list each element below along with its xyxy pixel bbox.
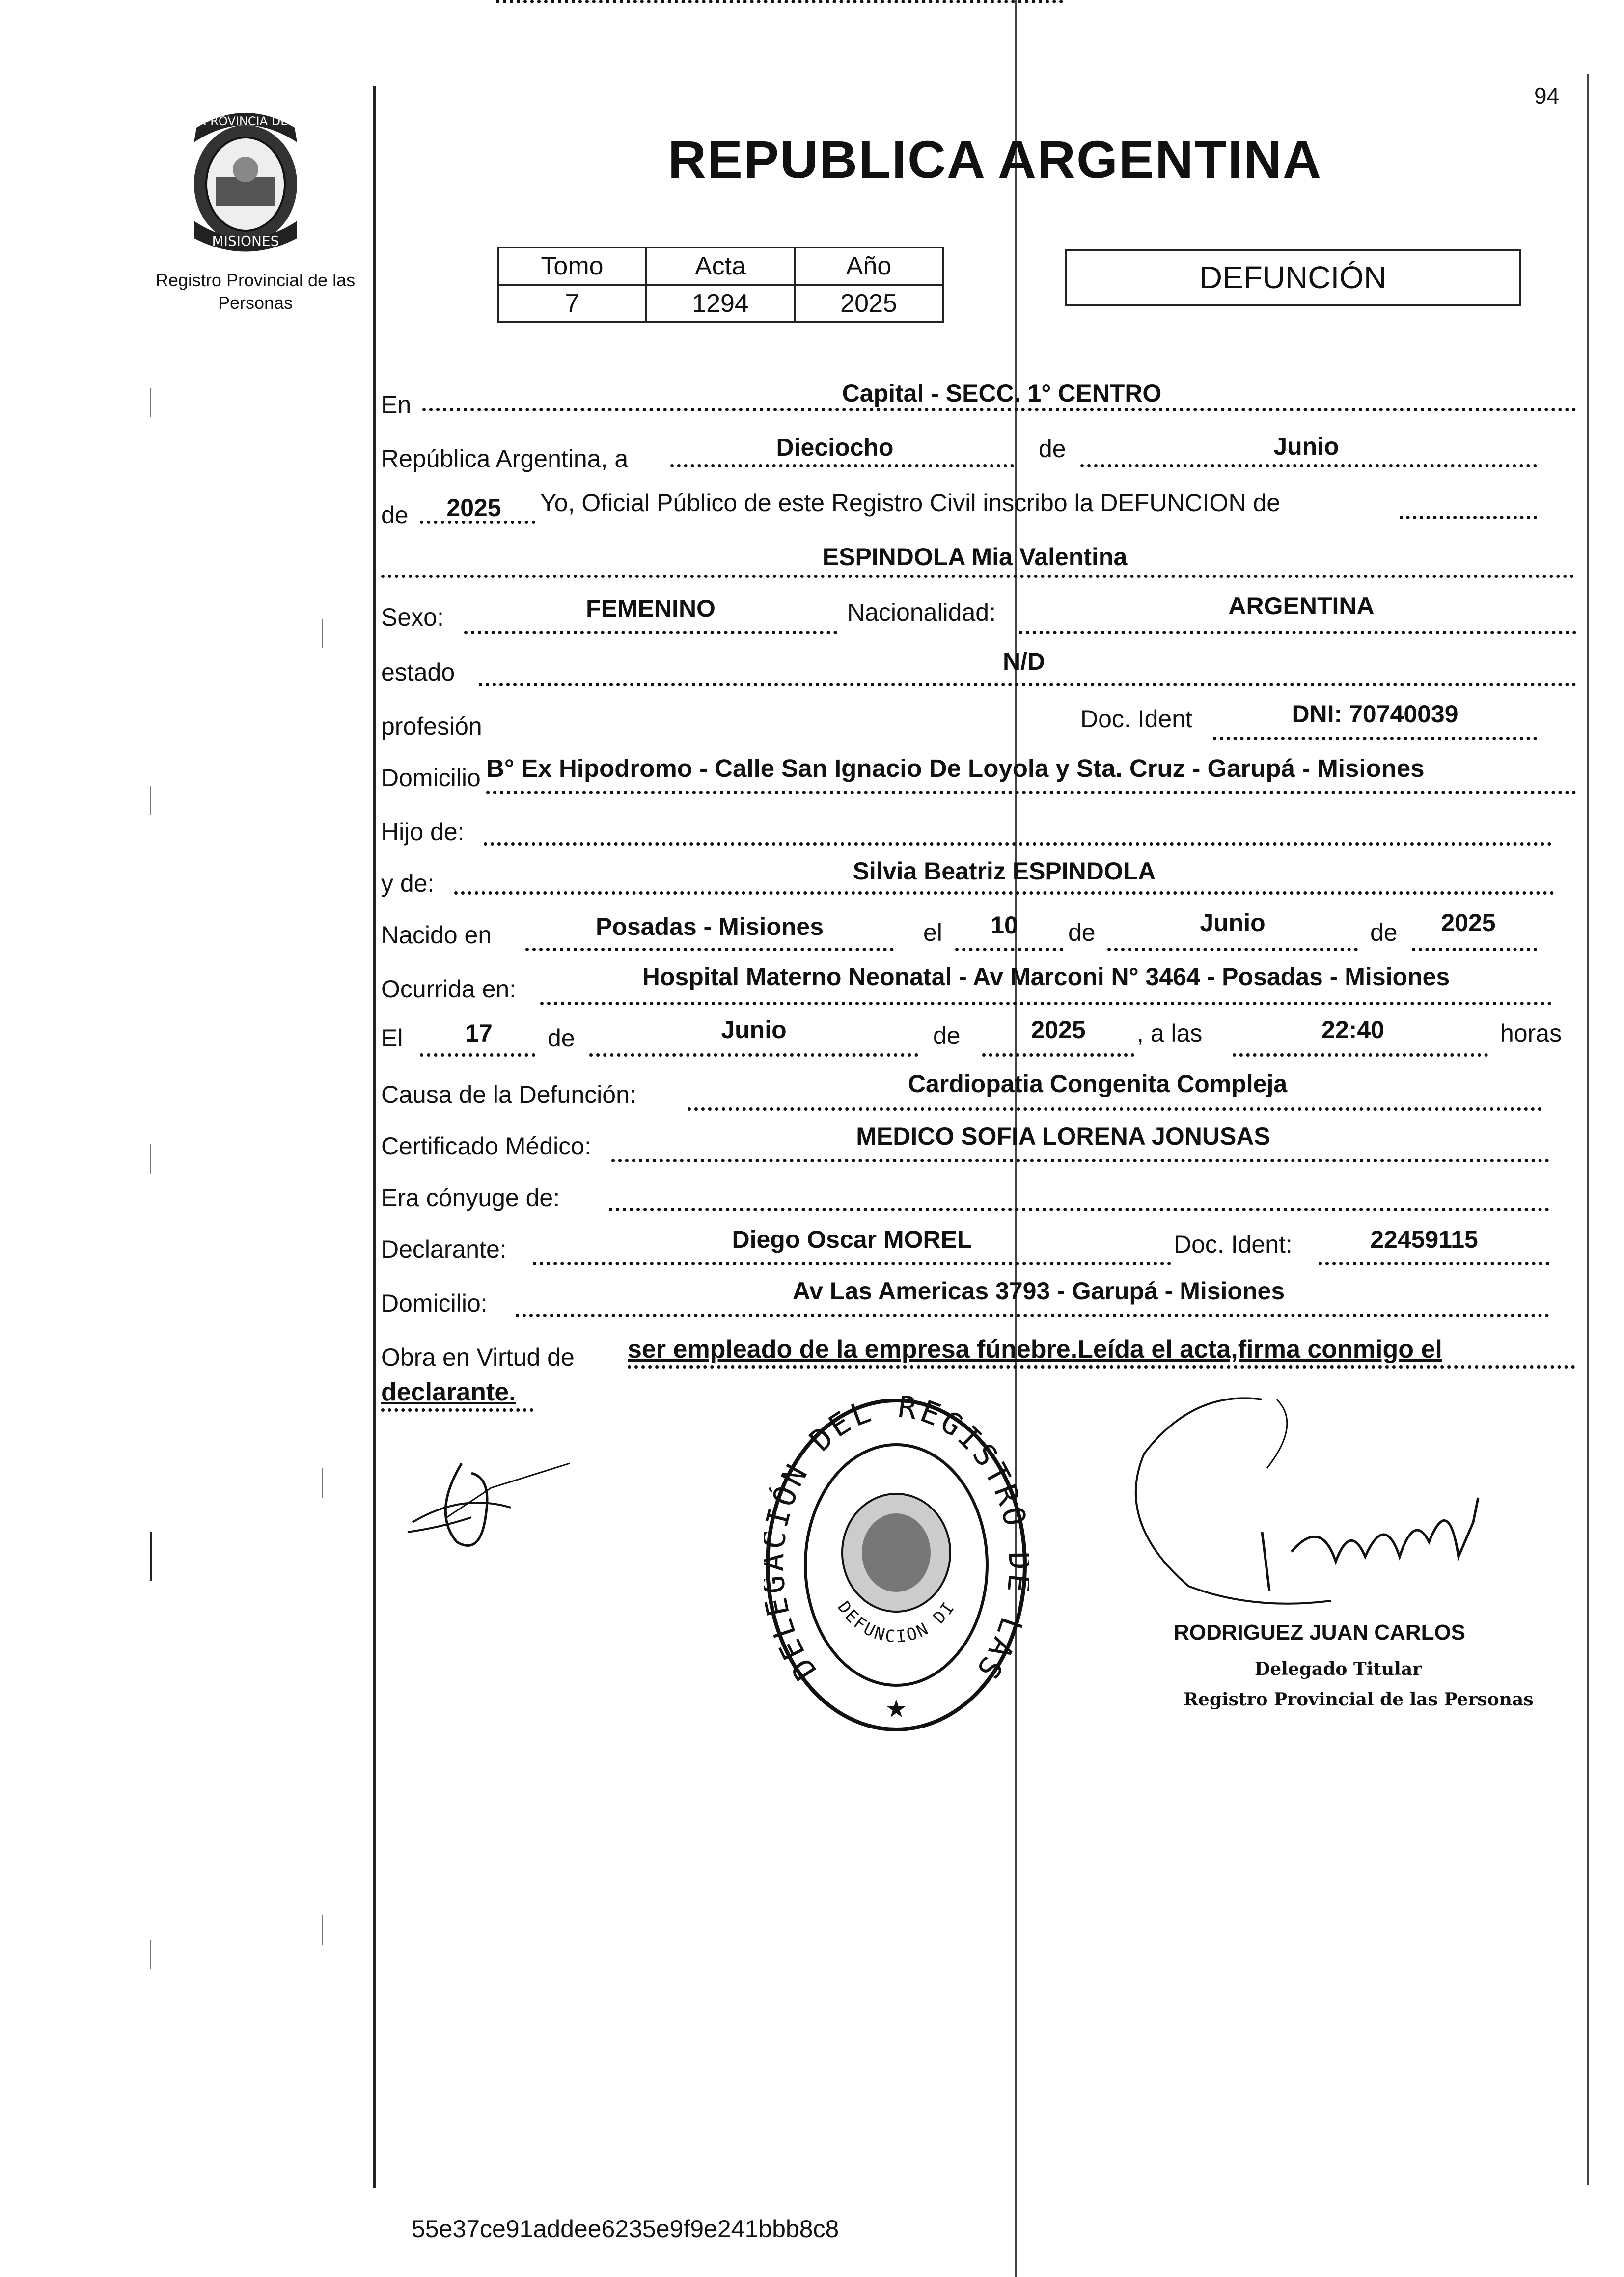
declarant-signature bbox=[403, 1434, 579, 1562]
nacido-lugar-dots bbox=[525, 948, 894, 951]
right-border-line bbox=[1587, 74, 1589, 2185]
sexo-dots bbox=[464, 631, 837, 634]
margin-mark bbox=[150, 1144, 151, 1174]
registrar-role: Delegado Titular bbox=[1255, 1659, 1422, 1679]
nacido-dia: 10 bbox=[991, 911, 1018, 939]
nombre-dots bbox=[381, 575, 1574, 578]
def-hora-dots bbox=[1233, 1053, 1488, 1057]
estado-label: estado bbox=[381, 658, 455, 686]
doc2-label: Doc. Ident: bbox=[1174, 1231, 1293, 1258]
official-stamp bbox=[764, 1396, 1029, 1734]
page-number: 94 bbox=[1534, 83, 1560, 109]
margin-mark bbox=[150, 786, 151, 815]
registrar-signature bbox=[1046, 1395, 1513, 1630]
nacido-anio-dots bbox=[1412, 948, 1537, 951]
mes-dots bbox=[1080, 464, 1537, 467]
ocurrida-label: Ocurrida en: bbox=[381, 975, 517, 1003]
anio-value: 2025 bbox=[446, 494, 501, 521]
page-title: REPUBLICA ARGENTINA bbox=[668, 130, 1322, 189]
def-mes-dots bbox=[589, 1053, 918, 1057]
margin-mark bbox=[150, 1532, 152, 1581]
hijo-label: Hijo de: bbox=[381, 818, 465, 846]
de4-label: de bbox=[1370, 919, 1398, 946]
madre-dots bbox=[454, 891, 1554, 895]
de2-label: de bbox=[381, 501, 409, 529]
margin-mark bbox=[322, 1468, 323, 1498]
declarante-dots bbox=[533, 1262, 1171, 1265]
oficial-text: Yo, Oficial Público de este Registro Civil inscribo la DEFUNCION de bbox=[540, 489, 1281, 517]
causa-dots bbox=[688, 1107, 1542, 1111]
certificado-value: MEDICO SOFIA LORENA JONUSAS bbox=[856, 1123, 1270, 1150]
declarante-label: Declarante: bbox=[381, 1235, 507, 1263]
de3-label: de bbox=[1068, 919, 1096, 946]
reference-table bbox=[497, 247, 944, 323]
anio-value: 2025 bbox=[795, 285, 943, 322]
en-value: Capital - SECC. 1° CENTRO bbox=[842, 380, 1162, 407]
declarante-value: Diego Oscar MOREL bbox=[732, 1226, 972, 1253]
conyuge-label: Era cónyuge de: bbox=[381, 1184, 560, 1211]
seal-emblem-icon bbox=[147, 98, 344, 265]
doc-label: Doc. Ident bbox=[1080, 705, 1192, 733]
def-mes: Junio bbox=[721, 1016, 787, 1043]
def-hora: 22:40 bbox=[1321, 1016, 1384, 1043]
certificado-dots bbox=[611, 1159, 1549, 1162]
obra-label: Obra en Virtud de bbox=[381, 1344, 575, 1371]
def-anio: 2025 bbox=[1031, 1016, 1086, 1043]
def-anio-dots bbox=[982, 1053, 1134, 1057]
nacido-dia-dots bbox=[955, 948, 1063, 951]
anio-header: Año bbox=[795, 247, 943, 285]
de6-label: de bbox=[933, 1022, 961, 1049]
sexo-label: Sexo: bbox=[381, 604, 444, 631]
margin-mark bbox=[150, 1940, 151, 1969]
estado-dots bbox=[479, 683, 1576, 686]
mes-value: Junio bbox=[1273, 433, 1339, 460]
document-hash: 55e37ce91addee6235e9f9e241bbb8c8 bbox=[412, 2215, 839, 2243]
provincial-seal bbox=[147, 98, 344, 265]
profesion-label: profesión bbox=[381, 713, 482, 740]
stamp-seal-icon bbox=[764, 1396, 1029, 1734]
obra-dots-1 bbox=[628, 1365, 1575, 1369]
obra-dots-2 bbox=[381, 1408, 533, 1412]
dia-dots bbox=[670, 464, 1014, 467]
domicilio2-dots bbox=[516, 1314, 1549, 1317]
el2-label: El bbox=[381, 1024, 403, 1052]
nacido-lugar: Posadas - Misiones bbox=[595, 913, 824, 940]
horas-label: horas bbox=[1500, 1019, 1562, 1047]
causa-label: Causa de la Defunción: bbox=[381, 1081, 636, 1108]
reference-value-row bbox=[498, 285, 943, 322]
svg-text:DEFUNCION DIGITAL: DEFUNCION DI bbox=[833, 1597, 960, 1647]
svg-text:★: ★ bbox=[885, 1695, 908, 1723]
el-label: el bbox=[923, 919, 942, 946]
domicilio-dots bbox=[486, 791, 1576, 794]
domicilio-value: B° Ex Hipodromo - Calle San Ignacio De Loyola y Sta. Cruz - Garupá - Misiones bbox=[486, 754, 1425, 782]
alas-label: , a las bbox=[1137, 1019, 1203, 1047]
nacido-label: Nacido en bbox=[381, 921, 492, 949]
nacido-mes: Junio bbox=[1200, 909, 1266, 936]
domicilio2-value: Av Las Americas 3793 - Garupá - Misiones bbox=[792, 1277, 1285, 1305]
nacionalidad-label: Nacionalidad: bbox=[847, 599, 996, 626]
de5-label: de bbox=[548, 1024, 575, 1052]
registrar-registry: Registro Provincial de las Personas bbox=[1184, 1689, 1534, 1710]
nacido-anio: 2025 bbox=[1441, 909, 1496, 936]
registrar-name: RODRIGUEZ JUAN CARLOS bbox=[1174, 1620, 1466, 1645]
doc-value: DNI: 70740039 bbox=[1292, 700, 1459, 728]
doc-dots bbox=[1213, 737, 1537, 740]
obra-value-1: ser empleado de la empresa fúnebre.Leída el acta,firma conmigo el bbox=[628, 1335, 1442, 1364]
acta-header: Acta bbox=[646, 247, 795, 285]
organization-name: Registro Provincial de las Personas bbox=[155, 270, 356, 313]
conyuge-dots bbox=[609, 1208, 1549, 1211]
profesion-dots bbox=[496, 0, 1063, 3]
hijo-dots bbox=[484, 842, 1552, 846]
de-label: de bbox=[1039, 435, 1066, 463]
margin-mark bbox=[322, 1915, 323, 1945]
certificado-label: Certificado Médico: bbox=[381, 1132, 591, 1160]
yde-label: y de: bbox=[381, 870, 435, 897]
nacido-mes-dots bbox=[1107, 948, 1358, 951]
nacionalidad-value: ARGENTINA bbox=[1228, 592, 1375, 620]
madre-value: Silvia Beatriz ESPINDOLA bbox=[853, 857, 1156, 885]
obra-value-2: declarante. bbox=[381, 1378, 516, 1406]
sexo-value: FEMENINO bbox=[586, 595, 716, 622]
dia-value: Dieciocho bbox=[776, 434, 894, 461]
tomo-value: 7 bbox=[498, 285, 646, 322]
domicilio2-label: Domicilio: bbox=[381, 1289, 488, 1317]
record-type-box: DEFUNCIÓN bbox=[1065, 249, 1521, 306]
margin-mark bbox=[150, 388, 151, 417]
en-dots bbox=[422, 408, 1576, 411]
tomo-header: Tomo bbox=[498, 247, 646, 285]
margin-mark bbox=[322, 619, 323, 648]
svg-text:MISIONES: MISIONES bbox=[212, 233, 279, 249]
left-border-line bbox=[373, 86, 376, 2188]
acta-value: 1294 bbox=[646, 285, 795, 322]
causa-value: Cardiopatia Congenita Compleja bbox=[908, 1070, 1288, 1097]
doc2-dots bbox=[1319, 1262, 1549, 1265]
def-dia: 17 bbox=[465, 1019, 493, 1047]
deceased-name: ESPINDOLA Mia Valentina bbox=[822, 543, 1128, 571]
nacionalidad-dots bbox=[1019, 631, 1576, 634]
reference-header-row bbox=[498, 247, 943, 285]
def-dia-dots bbox=[420, 1053, 535, 1057]
oficial-dots bbox=[1400, 516, 1537, 519]
svg-text:DELEGACIÓN DEL REGISTRO DE LAS: DEL ÓN DEL REGISTR LAS bbox=[764, 1396, 1029, 1688]
en-label: En bbox=[381, 391, 412, 418]
ocurrida-value: Hospital Materno Neonatal - Av Marconi N° 3464 - Posadas - Misiones bbox=[642, 963, 1450, 990]
doc2-value: 22459115 bbox=[1370, 1226, 1478, 1253]
ocurrida-dots bbox=[540, 1002, 1552, 1005]
domicilio-label: Domicilio bbox=[381, 764, 481, 792]
republica-label: República Argentina, a bbox=[381, 445, 629, 472]
estado-value: N/D bbox=[1002, 648, 1046, 675]
svg-text:PROVINCIA DE: PROVINCIA DE bbox=[203, 114, 288, 128]
